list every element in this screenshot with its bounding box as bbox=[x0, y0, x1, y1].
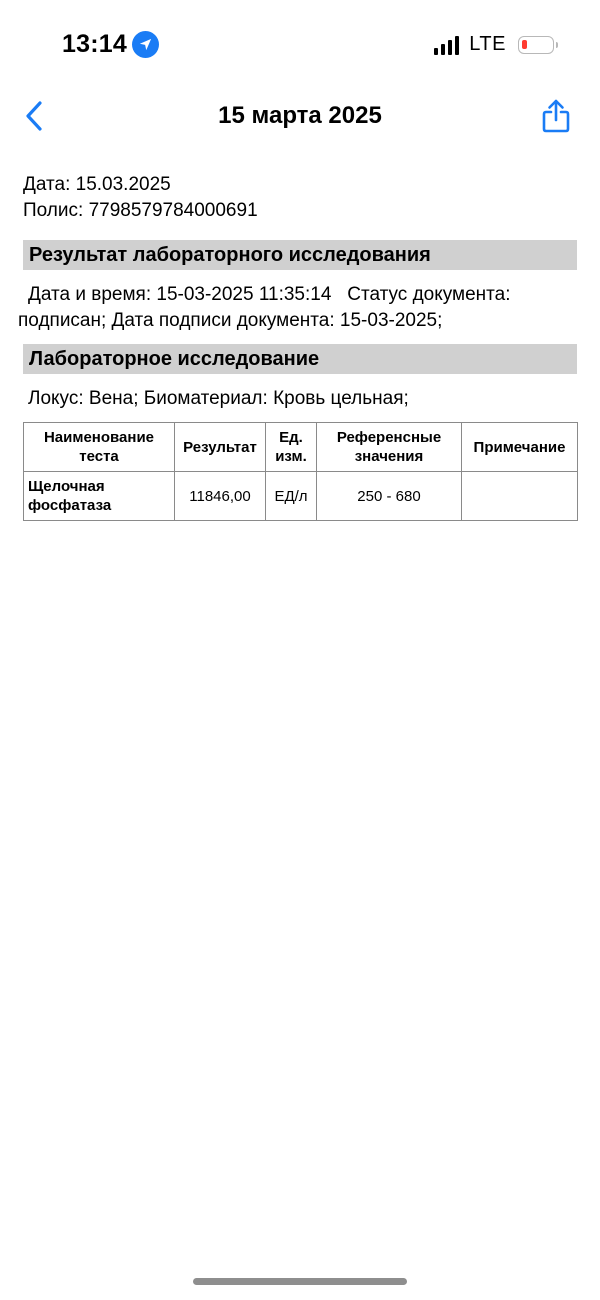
results-table bbox=[23, 422, 578, 521]
column-header-unit: Ед. изм. bbox=[266, 423, 317, 472]
column-header-note: Примечание bbox=[462, 423, 578, 472]
lab-result-meta bbox=[18, 282, 577, 334]
document-body bbox=[18, 172, 577, 521]
table-header-row bbox=[24, 423, 578, 472]
home-indicator[interactable] bbox=[193, 1278, 407, 1285]
network-type: LTE bbox=[469, 33, 506, 55]
status-bar bbox=[0, 0, 600, 90]
status-indicators bbox=[434, 33, 554, 56]
column-header-result: Результат bbox=[175, 423, 266, 472]
lab-result-meta-line2: подписан; Дата подписи документа: 15-03-2025; bbox=[18, 310, 443, 331]
document-date: Дата: 15.03.2025 bbox=[23, 174, 171, 195]
cell-result: 11846,00 bbox=[175, 472, 266, 521]
locus-biomaterial: Локус: Вена; Биоматериал: Кровь цельная; bbox=[28, 388, 409, 409]
column-header-reference: Референсные значения bbox=[317, 423, 462, 472]
battery-low-icon bbox=[518, 36, 554, 54]
cell-test-name bbox=[24, 472, 175, 521]
cellular-signal-icon bbox=[434, 35, 459, 55]
location-arrow-icon bbox=[132, 31, 159, 58]
cell-note bbox=[462, 472, 578, 521]
cell-reference: 250 - 680 bbox=[317, 472, 462, 521]
section-header-lab-result: Результат лабораторного исследования bbox=[23, 240, 577, 270]
battery-cap bbox=[556, 42, 559, 48]
share-button[interactable] bbox=[538, 94, 574, 138]
section-header-lab-study: Лабораторное исследование bbox=[23, 344, 577, 374]
test-name-text: Щелочная фосфатаза bbox=[28, 478, 112, 514]
time-group bbox=[62, 30, 159, 59]
page-title: 15 марта 2025 bbox=[218, 102, 382, 129]
cell-unit: ЕД/л bbox=[266, 472, 317, 521]
battery-level bbox=[522, 40, 527, 49]
column-header-test-name: Наименование теста bbox=[24, 423, 175, 472]
lab-result-meta-line1: Дата и время: 15-03-2025 11:35:14 Статус документа: bbox=[28, 284, 511, 305]
status-time: 13:14 bbox=[62, 30, 127, 58]
navigation-bar bbox=[0, 92, 600, 142]
policy-number: Полис: 7798579784000691 bbox=[23, 200, 258, 221]
table-row bbox=[24, 472, 578, 521]
share-icon bbox=[541, 98, 571, 134]
